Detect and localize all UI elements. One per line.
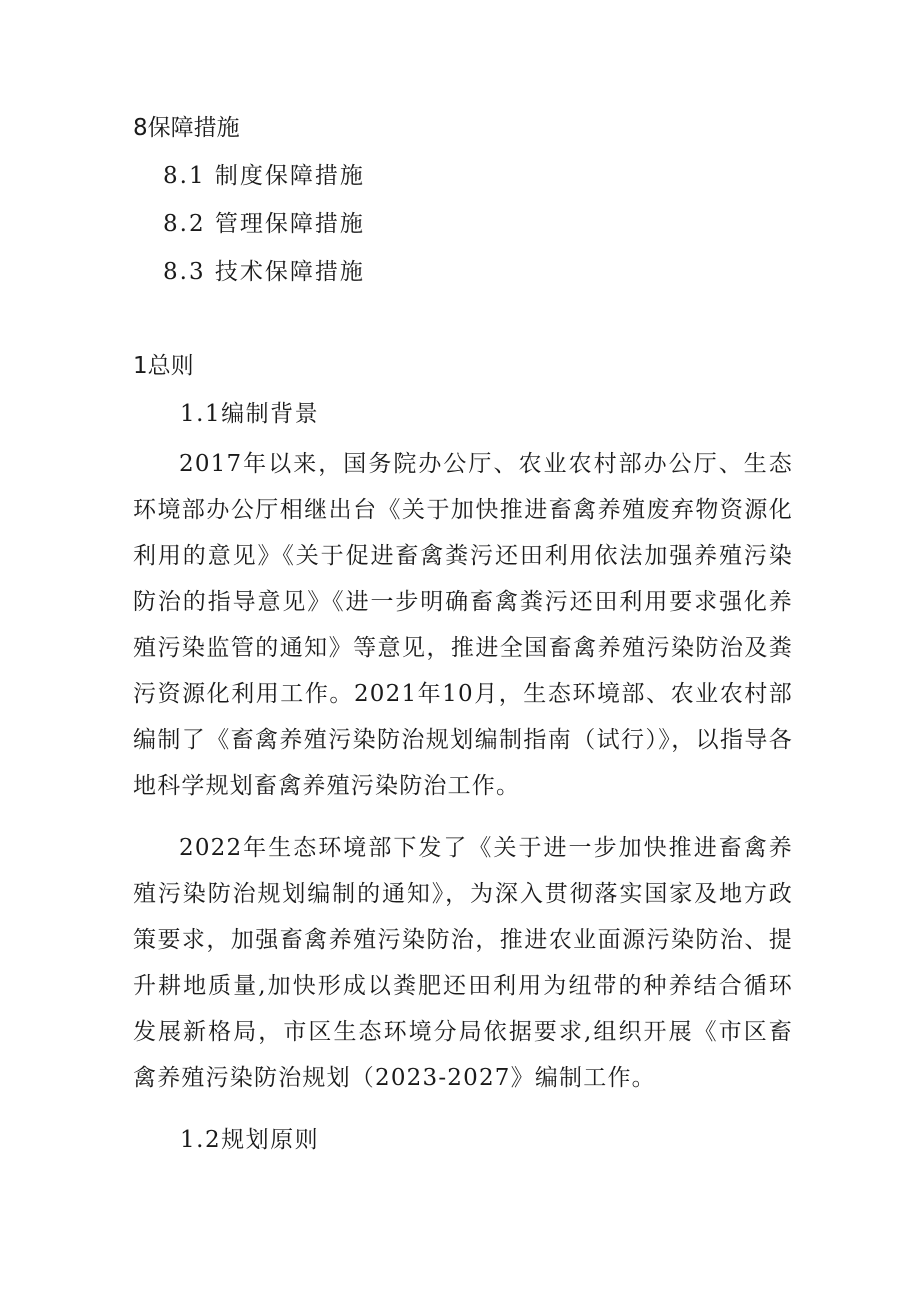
- section-8-heading: 8保障措施: [133, 115, 240, 141]
- subsection-1-2-heading: 1.2规划原则: [180, 1127, 320, 1153]
- section-1-heading: 1总则: [133, 353, 194, 379]
- background-paragraph-1: 2017年以来，国务院办公厅、农业农村部办公厅、生态环境部办公厅相继出台《关于加快推进畜禽养殖废弃物资源化利用的意见》《关于促进畜禽粪污还田利用依法加强养殖污染防治的指导意见》《进一步明确畜禽粪污还田利用要求强化养殖污染监管的通知》等意见，推进全国畜禽养殖污染防治及粪污资源化利用工作。2021年10月，生态环境部、农业农村部编制了《畜禽养殖污染防治规划编制指南（试行）》，以指导各地科学规划畜禽养殖污染防治工作。: [133, 451, 793, 799]
- toc-item-8-1: 8.1 制度保障措施: [163, 163, 365, 189]
- subsection-1-1-heading: 1.1编制背景: [180, 401, 320, 427]
- toc-item-8-3: 8.3 技术保障措施: [163, 259, 365, 285]
- background-paragraph-2: 2022年生态环境部下发了《关于进一步加快推进畜禽养殖污染防治规划编制的通知》，为深入贯彻落实国家及地方政策要求，加强畜禽养殖污染防治，推进农业面源污染防治、提升耕地质量,加快形成以粪肥还田利用为纽带的种养结合循环发展新格局，市区生态环境分局依据要求,组织开展《市区畜禽养殖污染防治规划（2023-2027》编制工作。: [133, 835, 793, 1091]
- toc-item-8-2: 8.2 管理保障措施: [163, 211, 365, 237]
